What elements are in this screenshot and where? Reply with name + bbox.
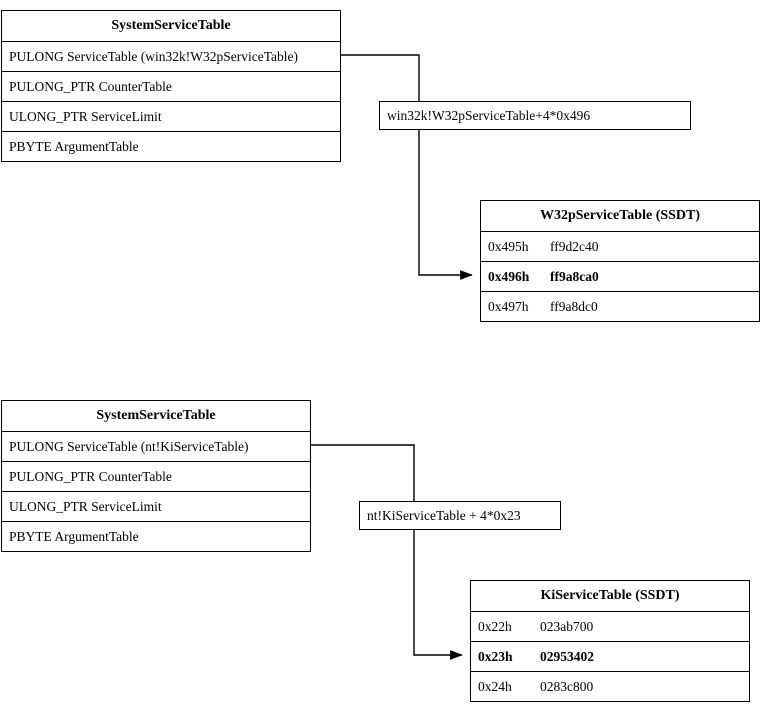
table-row: PULONG_PTR CounterTable [2, 71, 340, 101]
entry-value: 023ab700 [540, 618, 594, 634]
table-row-highlighted [481, 261, 759, 291]
system-service-table-top [1, 10, 341, 162]
expression-label-top: win32k!W32pServiceTable+4*0x496 [379, 101, 691, 130]
table-row: ULONG_PTR ServiceLimit [2, 491, 310, 521]
table-row: PBYTE ArgumentTable [2, 131, 340, 161]
ssdt-table-bottom [470, 580, 750, 702]
table-row: PULONG ServiceTable (win32k!W32pServiceTable) [2, 41, 340, 71]
table-row [471, 611, 749, 641]
table-row: PULONG ServiceTable (nt!KiServiceTable) [2, 431, 310, 461]
table-header: W32pServiceTable (SSDT) [539, 208, 701, 223]
entry-address: 0x22h [478, 618, 512, 634]
table-header: SystemServiceTable [96, 408, 216, 423]
entry-address: 0x24h [478, 678, 512, 694]
table-row [481, 291, 759, 321]
entry-address: 0x496h [488, 268, 530, 284]
system-service-table-bottom [1, 400, 311, 552]
entry-value: 02953402 [540, 648, 594, 664]
entry-value: 0283c800 [540, 678, 594, 694]
table-header: KiServiceTable (SSDT) [540, 588, 680, 603]
table-row: PULONG_PTR CounterTable [2, 461, 310, 491]
entry-address: 0x23h [478, 648, 513, 664]
entry-address: 0x497h [488, 298, 529, 314]
table-row: ULONG_PTR ServiceLimit [2, 101, 340, 131]
ssdt-table-top [480, 200, 760, 322]
table-header: SystemServiceTable [111, 18, 231, 33]
entry-value: ff9a8dc0 [550, 298, 598, 314]
table-row [471, 671, 749, 701]
entry-value: ff9a8ca0 [550, 268, 599, 284]
entry-value: ff9d2c40 [550, 238, 599, 254]
table-row: PBYTE ArgumentTable [2, 521, 310, 551]
table-row [481, 231, 759, 261]
expression-label-bottom: nt!KiServiceTable + 4*0x23 [359, 501, 561, 530]
table-row-highlighted [471, 641, 749, 671]
entry-address: 0x495h [488, 238, 529, 254]
